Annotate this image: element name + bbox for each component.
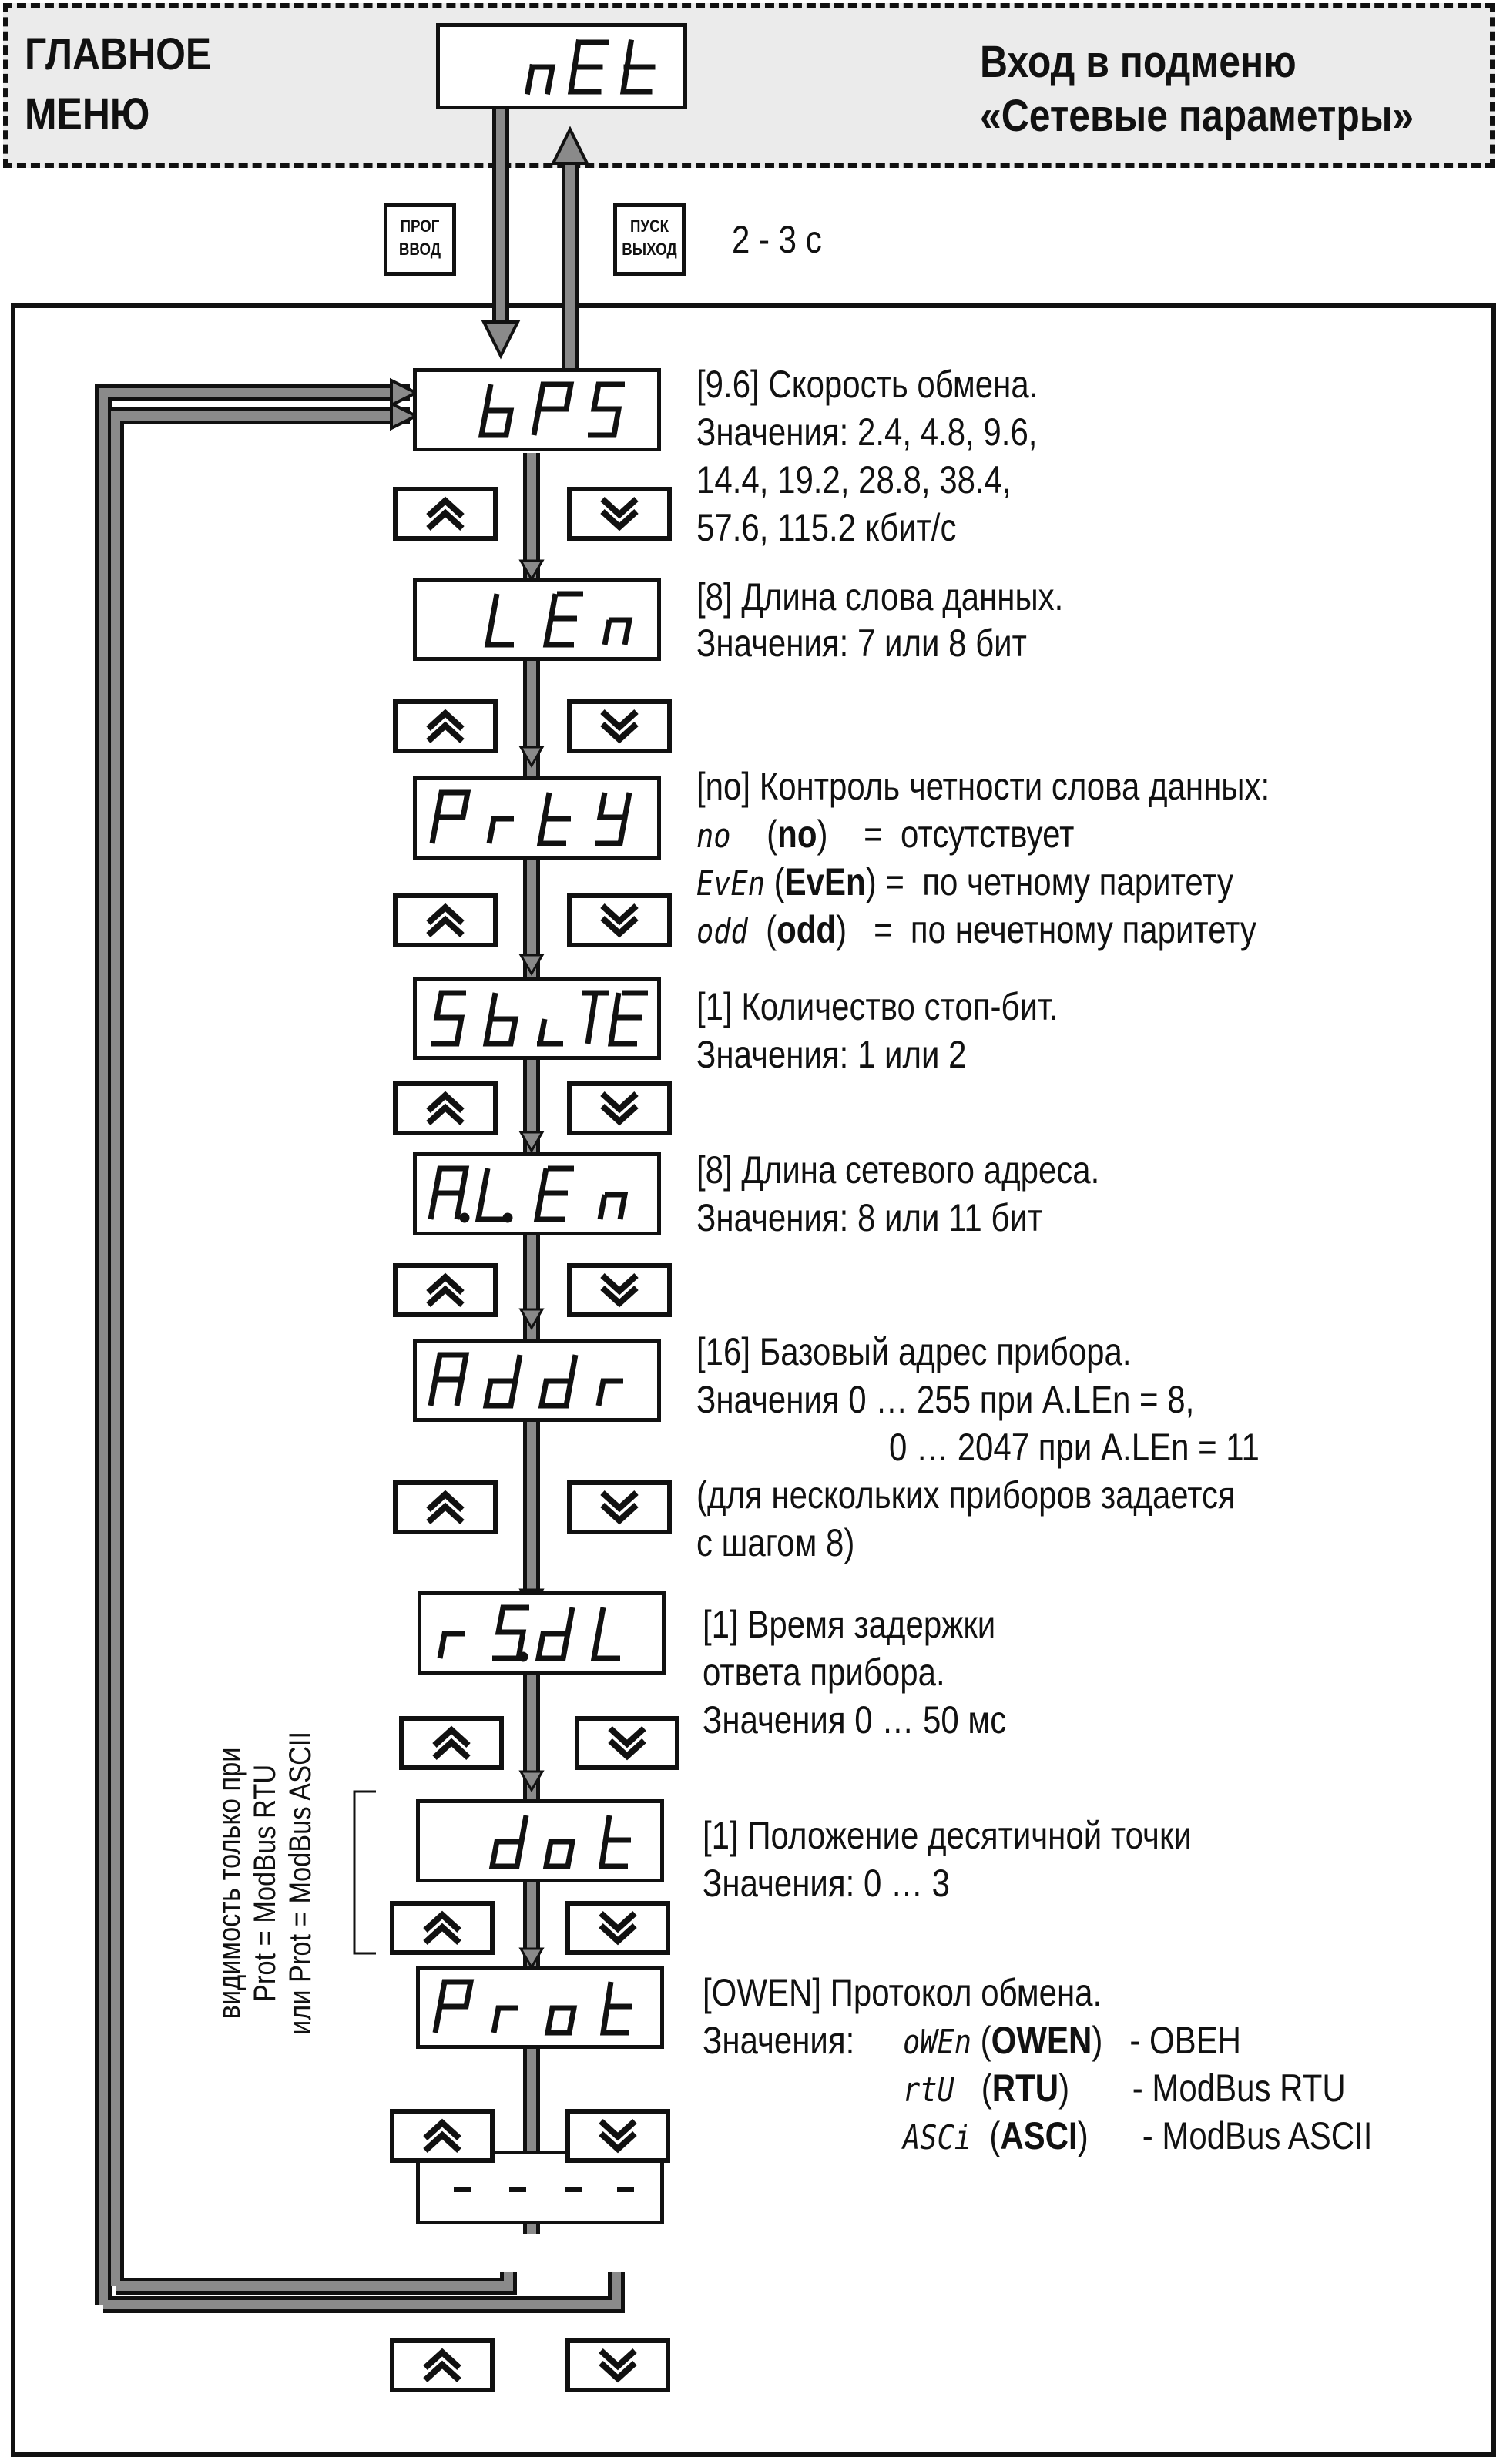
prot-option-rtu-desc: - ModBus RTU (1132, 2067, 1346, 2110)
dot-line1: [1] Положение десятичной точки (703, 1814, 1192, 1857)
double-chevron-up-icon (398, 704, 493, 749)
display-alen (413, 1152, 661, 1235)
display-sbit (413, 977, 661, 1060)
prty-option-no-desc: отсутствует (901, 813, 1075, 856)
addr-line5: с шагом 8) (696, 1521, 855, 1564)
addr-line2: Значения 0 … 255 при A.LEn = 8, (696, 1378, 1195, 1421)
prot-option-owen-code: OWEN (991, 2019, 1092, 2062)
display-prot (416, 1966, 664, 2049)
double-chevron-up-icon (394, 1906, 490, 1950)
sbit-line2: Значения: 1 или 2 (696, 1033, 967, 1076)
prty-option-even-desc: по четному паритету (922, 860, 1234, 903)
prty-option-odd-desc: по нечетному паритету (910, 908, 1256, 951)
bps-line1: [9.6] Скорость обмена. (696, 363, 1038, 406)
up-button[interactable] (390, 2338, 495, 2392)
double-chevron-down-icon (572, 491, 667, 536)
double-chevron-down-icon (572, 704, 667, 749)
len-line1: [8] Длина слова данных. (696, 575, 1064, 619)
down-button[interactable] (565, 2109, 670, 2163)
addr-line1: [16] Базовый адрес прибора. (696, 1330, 1132, 1373)
prty-option-even-lcd: EvEn (696, 864, 766, 903)
double-chevron-up-icon (398, 1086, 493, 1131)
down-button[interactable] (567, 893, 672, 947)
prot-line2: Значения: (703, 2019, 855, 2062)
double-chevron-up-icon (398, 898, 493, 943)
double-chevron-up-icon (404, 1721, 499, 1765)
prot-option-ascii-code: ASCI (1000, 2114, 1078, 2157)
rsdl-line1: [1] Время задержки (703, 1603, 996, 1646)
prot-option-rtu-lcd: rtU (903, 2070, 954, 2110)
down-button[interactable] (567, 1480, 672, 1534)
up-button[interactable] (393, 1081, 498, 1135)
hold-time-label: 2 - 3 с (732, 218, 822, 261)
display-rsdl (418, 1591, 666, 1675)
start-key-label: ПУСК (629, 216, 669, 236)
visibility-note-line1: видимость только при (213, 1747, 247, 2020)
prty-option-even: EvEn (EvEn) = по четному паритету (696, 860, 1234, 903)
up-button[interactable] (393, 699, 498, 753)
submenu-entry-line1: Вход в подменю (980, 37, 1297, 87)
display-prty (413, 776, 661, 860)
prty-option-no-code: no (777, 813, 817, 856)
bps-line3: 14.4, 19.2, 28.8, 38.4, (696, 458, 1012, 501)
prty-option-even-code: EvEn (784, 860, 866, 903)
prty-option-odd: odd (odd) = по нечетному паритету (696, 908, 1256, 951)
double-chevron-up-icon (394, 2343, 490, 2388)
display-bps (413, 368, 661, 451)
prty-option-no: no (no) = отсутствует (696, 813, 1075, 856)
prty-option-odd-lcd: odd (696, 912, 748, 951)
visibility-note-line2: Prot = ModBus RTU (248, 1764, 282, 2003)
sbit-line1: [1] Количество стоп-бит. (696, 985, 1058, 1028)
prty-line1: [no] Контроль четности слова данных: (696, 765, 1270, 808)
double-chevron-down-icon (572, 1086, 667, 1131)
prty-option-no-lcd: no (696, 816, 731, 856)
addr-line3: 0 … 2047 при A.LEn = 11 (889, 1426, 1260, 1469)
display-len (413, 578, 661, 661)
main-menu-label-line1: ГЛАВНОЕ (25, 29, 212, 79)
enter-key-label: ВВОД (398, 240, 441, 259)
prty-option-odd-code: odd (777, 908, 837, 951)
double-chevron-down-icon (579, 1721, 675, 1765)
down-button[interactable] (565, 1901, 670, 1955)
display-dot (416, 1799, 664, 1882)
bps-line4: 57.6, 115.2 кбит/с (696, 506, 957, 549)
prog-key-label: ПРОГ (400, 216, 440, 236)
double-chevron-up-icon (398, 491, 493, 536)
up-button[interactable] (393, 893, 498, 947)
dot-line2: Значения: 0 … 3 (703, 1862, 951, 1905)
submenu-entry-line2: «Сетевые параметры» (980, 91, 1414, 141)
visibility-note-line3: или Prot = ModBus ASCII (283, 1731, 317, 2036)
up-button[interactable] (390, 1901, 495, 1955)
prot-option-ascii-desc: - ModBus ASCII (1142, 2114, 1373, 2157)
double-chevron-down-icon (572, 1485, 667, 1530)
down-button[interactable] (567, 1081, 672, 1135)
down-button[interactable] (567, 487, 672, 541)
double-chevron-up-icon (394, 2114, 490, 2158)
alen-line1: [8] Длина сетевого адреса. (696, 1148, 1100, 1192)
down-button[interactable] (575, 1716, 679, 1770)
visibility-note (212, 1718, 327, 2049)
double-chevron-down-icon (570, 1906, 666, 1950)
up-button[interactable] (393, 1263, 498, 1317)
main-menu-label-line2: МЕНЮ (25, 89, 150, 139)
up-button[interactable] (399, 1716, 504, 1770)
down-button[interactable] (567, 699, 672, 753)
prot-option-owen-lcd: oWEn (903, 2023, 972, 2062)
addr-line4: (для нескольких приборов задается (696, 1473, 1236, 1517)
prot-option-ascii: ASCi (ASCI) - ModBus ASCII (903, 2114, 1373, 2157)
rsdl-line3: Значения 0 … 50 мс (703, 1698, 1007, 1742)
double-chevron-down-icon (572, 1268, 667, 1312)
exit-key-label: ВЫХОД (622, 240, 677, 259)
bps-line2: Значения: 2.4, 4.8, 9.6, (696, 411, 1038, 454)
double-chevron-up-icon (398, 1485, 493, 1530)
rsdl-line2: ответа прибора. (703, 1651, 945, 1694)
double-chevron-down-icon (570, 2343, 666, 2388)
prot-option-owen: oWEn (OWEN) - ОВЕН (903, 2019, 1242, 2062)
up-button[interactable] (393, 487, 498, 541)
prot-line1: [OWEN] Протокол обмена. (703, 1971, 1102, 2014)
double-chevron-up-icon (398, 1268, 493, 1312)
prot-option-rtu: rtU (RTU) - ModBus RTU (903, 2067, 1346, 2110)
display-addr (413, 1339, 661, 1422)
prot-option-ascii-lcd: ASCi (903, 2118, 972, 2157)
up-button[interactable] (393, 1480, 498, 1534)
prot-option-rtu-code: RTU (991, 2067, 1059, 2110)
alen-line2: Значения: 8 или 11 бит (696, 1196, 1043, 1239)
down-button[interactable] (565, 2338, 670, 2392)
down-button[interactable] (567, 1263, 672, 1317)
len-line2: Значения: 7 или 8 бит (696, 622, 1027, 665)
double-chevron-down-icon (570, 2114, 666, 2158)
up-button[interactable] (390, 2109, 495, 2163)
double-chevron-down-icon (572, 898, 667, 943)
prot-option-owen-desc: - ОВЕН (1129, 2019, 1242, 2062)
